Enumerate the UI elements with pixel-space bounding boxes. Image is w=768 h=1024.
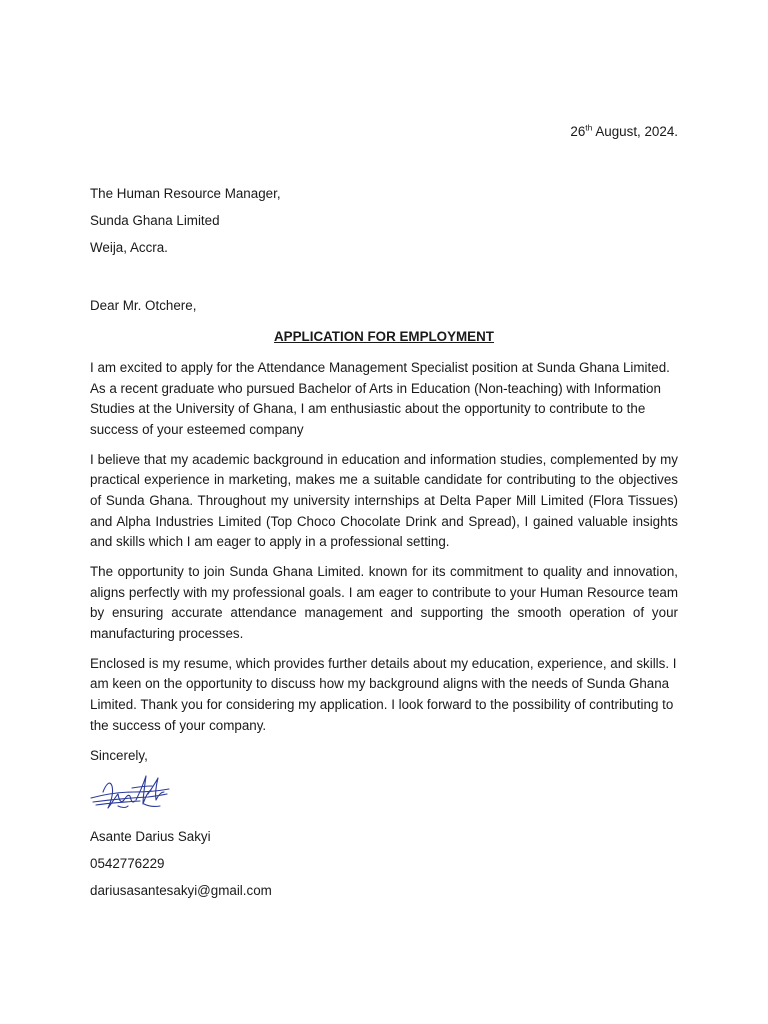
sender-name: Asante Darius Sakyi (90, 829, 211, 844)
body-paragraph-2: I believe that my academic background in education and information studies, complemented by my practical experience in marketing, makes me a suitable candidate for contributing to the objectives of Sunda Ghana. Throughout my university internships at Delta Paper Mill Limited (Flora Tissues) and Alpha Industries Limited (Top Choco Chocolate Drink and Spread), I gained valuable insights and skills which I am eager to apply in a professional setting. (90, 451, 678, 550)
letter-date (570, 123, 678, 141)
signature-icon (88, 770, 172, 820)
sender-contact (90, 828, 272, 909)
sender-phone: 0542776229 (90, 856, 165, 871)
sender-email: dariusasantesakyi@gmail.com (90, 883, 272, 898)
subject-heading: APPLICATION FOR EMPLOYMENT (274, 329, 494, 344)
recipient-company: Sunda Ghana Limited (90, 213, 220, 228)
date-day: 26 (570, 124, 586, 139)
date-suffix: th (585, 122, 593, 133)
signature (88, 770, 172, 820)
salutation: Dear Mr. Otchere, (90, 298, 197, 313)
recipient-title: The Human Resource Manager, (90, 186, 281, 201)
body-paragraph-4: Enclosed is my resume, which provides further details about my education, experience, and skills. I am keen on the opportunity to discuss how my background aligns with the needs of Sunda Ghana Limited. Thank you for considering my application. I look forward to the possibility of contributing to the success of your company. (90, 655, 677, 733)
closing: Sincerely, (90, 748, 148, 763)
body-paragraph-3: The opportunity to join Sunda Ghana Limited. known for its commitment to quality and innovation, aligns perfectly with my professional goals. I am eager to contribute to your Human Resource team by ensuring accurate attendance management and supporting the smooth operation of your manufacturing processes. (90, 564, 678, 641)
recipient-location: Weija, Accra. (90, 240, 168, 255)
date-rest: August, 2024. (592, 124, 678, 139)
recipient-address (90, 185, 281, 266)
letter-body (90, 358, 678, 746)
body-paragraph-1: I am excited to apply for the Attendance Management Specialist position at Sunda Ghana Limited. As a recent graduate who pursued Bachelor of Arts in Education (Non-teaching) with Information Studies at the University of Ghana, I am enthusiastic about the opportunity to contribute to the success of your esteemed company (90, 360, 670, 437)
